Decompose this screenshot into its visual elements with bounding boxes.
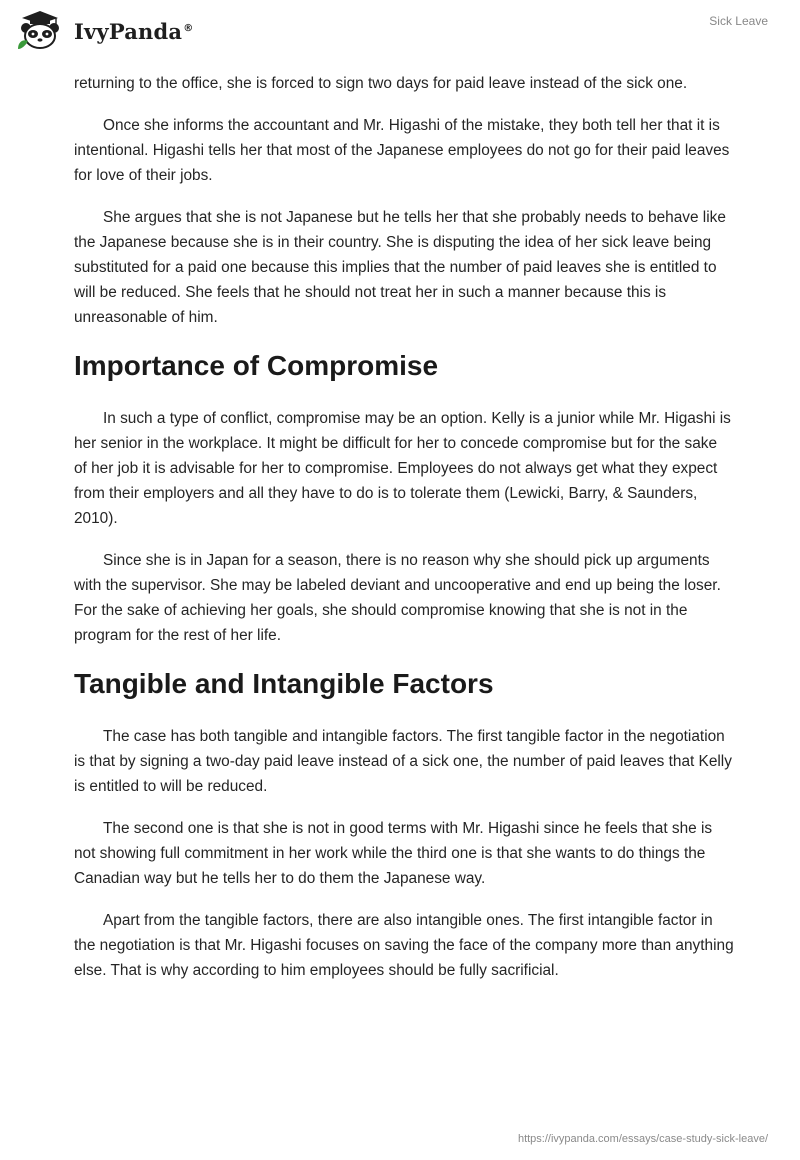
page-title: Sick Leave bbox=[709, 14, 768, 28]
section-heading-factors: Tangible and Intangible Factors bbox=[74, 668, 494, 699]
paragraph: The second one is that she is not in good terms with Mr. Higashi since he feels that she is not showing full commitment in her work while the third one is that she wants to do things the Canadian way but he tells her to do them the Japanese way. bbox=[74, 820, 713, 887]
paragraph: Once she informs the accountant and Mr. Higashi of the mistake, they both tell her that it is intentional. Higashi tells her that most of the Japanese employees do not go for their paid leaves for love of their jobs. bbox=[74, 117, 730, 184]
paragraph: In such a type of conflict, compromise may be an option. Kelly is a junior while Mr. Higashi is her senior in the workplace. It might be difficult for her to concede compromise but for the sake of her job it is advisable for her to compromise. Employees do not always get what they expect from their employers and all they have to do is to tolerate them (Lewicki, Barry, & Saunders, 2010). bbox=[74, 410, 731, 527]
article-body bbox=[74, 71, 734, 1000]
paragraph: returning to the office, she is forced to sign two days for paid leave instead of the sick one. bbox=[74, 75, 688, 92]
brand-logo[interactable] bbox=[16, 8, 193, 52]
paragraph: Since she is in Japan for a season, there is no reason why she should pick up arguments with the supervisor. She may be labeled deviant and uncooperative and end up being the loser. For the sake of achieving her goals, she should compromise knowing that she is not in the program for the rest of her life. bbox=[74, 552, 721, 644]
paragraph: The case has both tangible and intangible factors. The first tangible factor in the negotiation is that by signing a two-day paid leave instead of a sick one, the number of paid leaves that Kelly is entitled to will be reduced. bbox=[74, 728, 732, 795]
brand-name: IvyPanda® bbox=[74, 18, 194, 44]
section-heading-compromise: Importance of Compromise bbox=[74, 350, 439, 381]
panda-graduate-icon bbox=[16, 9, 66, 51]
paragraph: She argues that she is not Japanese but he tells her that she probably needs to behave like the Japanese because she is in their country. She is disputing the idea of her sick leave being substituted for a paid one because this implies that the number of paid leaves she is entitled to will be reduced. She feels that he should not treat her in such a manner because this is unreasonable of him. bbox=[74, 209, 726, 326]
source-url[interactable]: https://ivypanda.com/essays/case-study-sick-leave/ bbox=[517, 1133, 768, 1145]
paragraph: Apart from the tangible factors, there are also intangible ones. The first intangible factor in the negotiation is that Mr. Higashi focuses on saving the face of the company more than anything else. That is why according to him employees should be fully sacrificial. bbox=[74, 912, 734, 979]
